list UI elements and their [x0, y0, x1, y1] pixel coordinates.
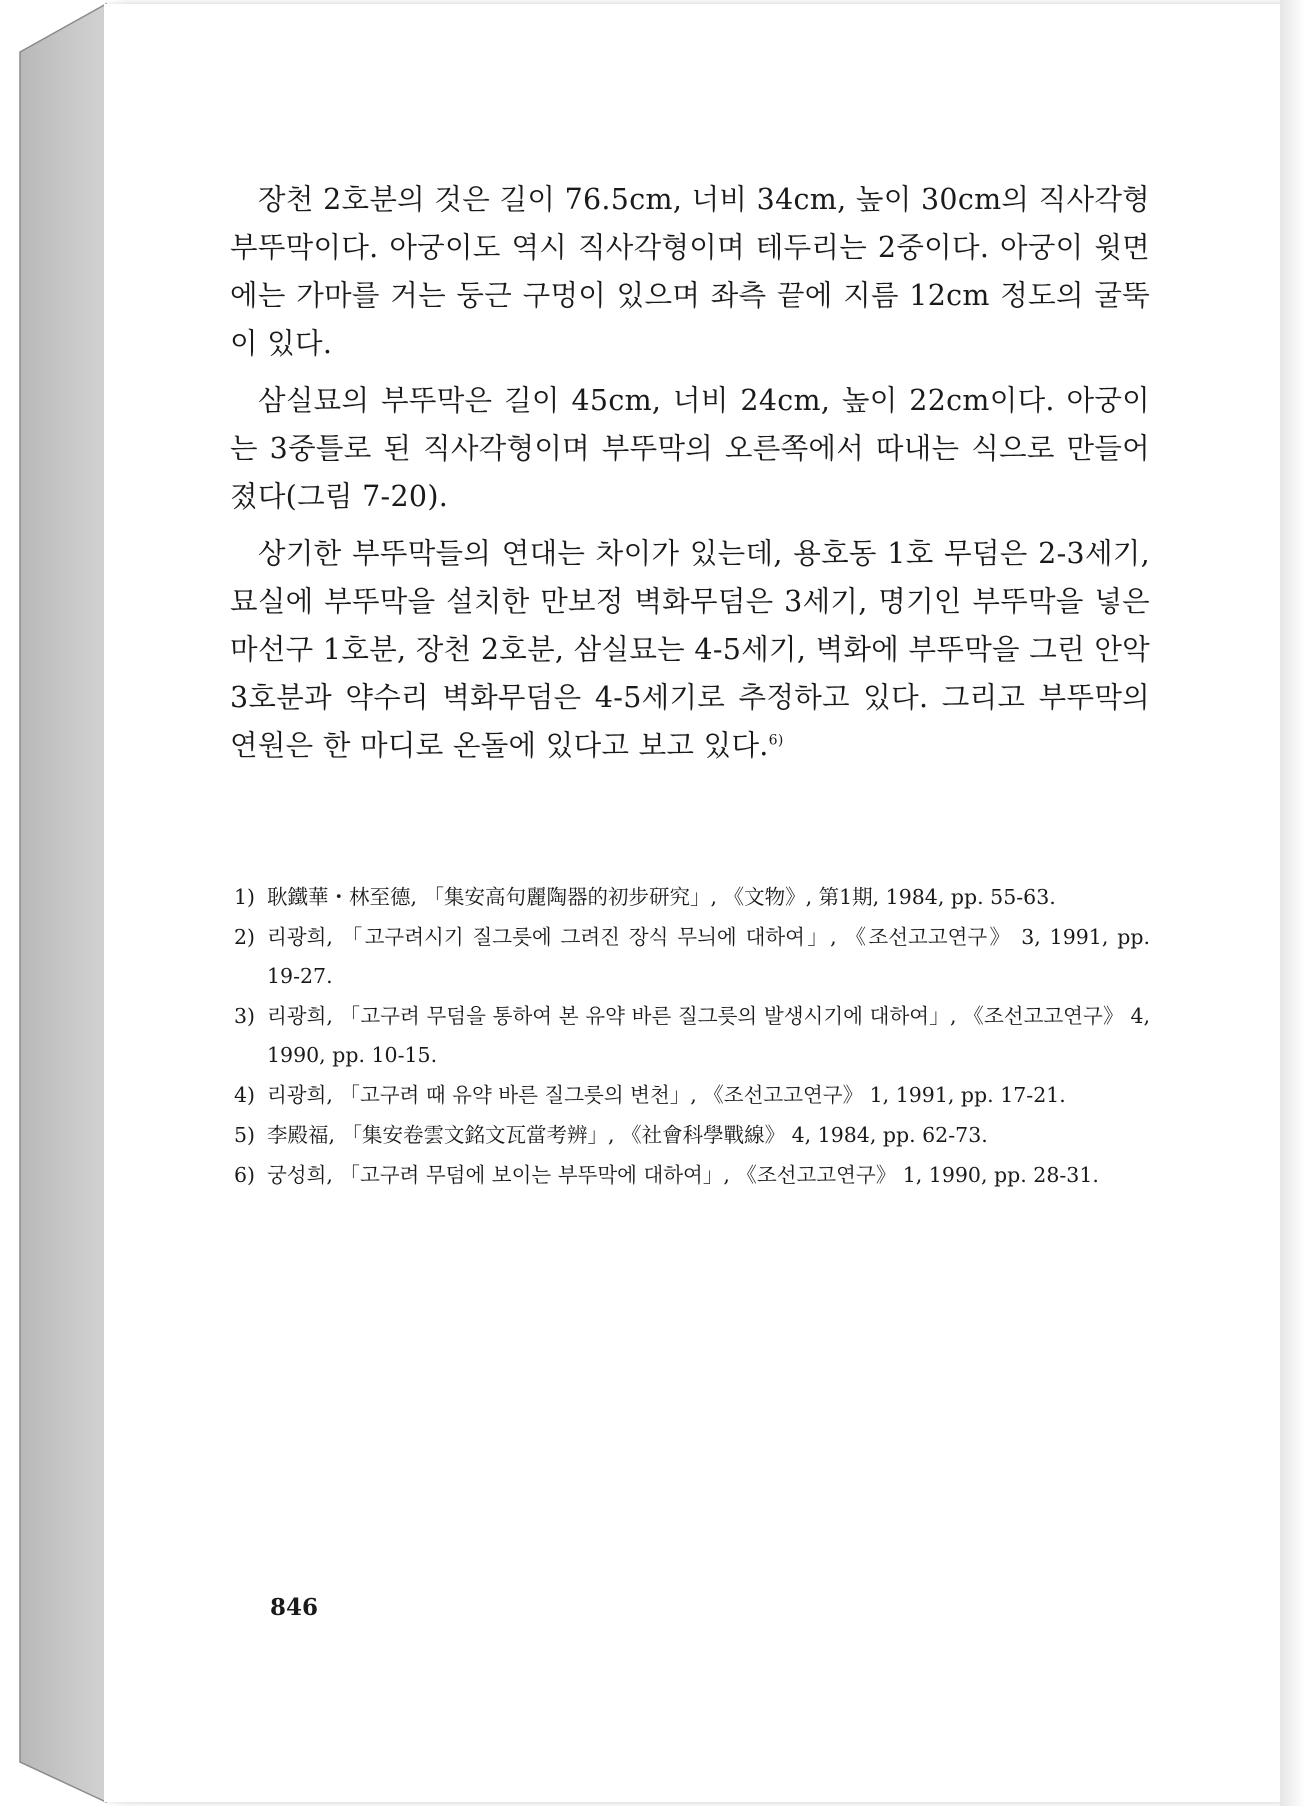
- paragraph-3: [230, 530, 1150, 770]
- main-text: [230, 176, 1150, 779]
- footnote-text: 耿鐵華・林至德, 「集安高句麗陶器的初步研究」, 《文物》, 第1期, 1984, pp. 55-63.: [267, 885, 1056, 909]
- footnote-item: [234, 878, 1150, 917]
- footnote-text: 리광희, 「고구려시기 질그릇에 그려진 장식 무늬에 대하여」, 《조선고고연구》 3, 1991, pp. 19-27.: [267, 925, 1150, 988]
- footnote-number: 6): [234, 1163, 256, 1187]
- paragraph-2: 삼실묘의 부뚜막은 길이 45cm, 너비 24cm, 높이 22cm이다. 아궁이는 3중틀로 된 직사각형이며 부뚜막의 오른쪽에서 따내는 식으로 만들어졌다(그림 7-20).: [230, 384, 1150, 513]
- footnote-number: 4): [234, 1083, 256, 1107]
- footnote-number: 3): [234, 1004, 256, 1028]
- footnote-text: 李殿福, 「集安卷雲文銘文瓦當考辨」, 《社會科學戰線》 4, 1984, pp. 62-73.: [267, 1123, 988, 1147]
- paragraph-1: 장천 2호분의 것은 길이 76.5cm, 너비 34cm, 높이 30cm의 직사각형 부뚜막이다. 아궁이도 역시 직사각형이며 테두리는 2중이다. 아궁이 윗면에는 가마를 거는 둥근 구멍이 있으며 좌측 끝에 지름 12cm 정도의 굴뚝이 있다.: [230, 183, 1150, 360]
- footnote-item: [234, 918, 1150, 996]
- footnote-text: 궁성희, 「고구려 무덤에 보이는 부뚜막에 대하여」, 《조선고고연구》 1, 1990, pp. 28-31.: [267, 1163, 1099, 1187]
- book-spine: [0, 0, 110, 1806]
- footnote-reference: 6): [768, 732, 784, 749]
- footnotes: [234, 878, 1150, 1196]
- footnote-item: [234, 1076, 1150, 1115]
- footnote-text: 리광희, 「고구려 때 유약 바른 질그릇의 변천」, 《조선고고연구》 1, 1991, pp. 17-21.: [267, 1083, 1066, 1107]
- page-edge-shadow: [1280, 0, 1305, 1806]
- page-number: 846: [270, 1594, 319, 1621]
- footnote-text: 리광희, 「고구려 무덤을 통하여 본 유약 바른 질그릇의 발생시기에 대하여」, 《조선고고연구》 4, 1990, pp. 10-15.: [267, 1004, 1150, 1067]
- footnote-item: [234, 997, 1150, 1075]
- footnote-item: [234, 1116, 1150, 1155]
- footnote-number: 1): [234, 885, 256, 909]
- footnote-number: 5): [234, 1123, 256, 1147]
- paragraph-3-text: 상기한 부뚜막들의 연대는 차이가 있는데, 용호동 1호 무덤은 2-3세기, 묘실에 부뚜막을 설치한 만보정 벽화무덤은 3세기, 명기인 부뚜막을 넣은 마선구 1호분, 장천 2호분, 삼실묘는 4-5세기, 벽화에 부뚜막을 그린 안악 3호분과 약수리 벽화무덤은 4-5세기로 추정하고 있다. 그리고 부뚜막의 연원은 한 마디로 온돌에 있다고 보고 있다.: [230, 537, 1150, 762]
- footnote-number: 2): [234, 925, 256, 949]
- footnote-item: [234, 1156, 1150, 1195]
